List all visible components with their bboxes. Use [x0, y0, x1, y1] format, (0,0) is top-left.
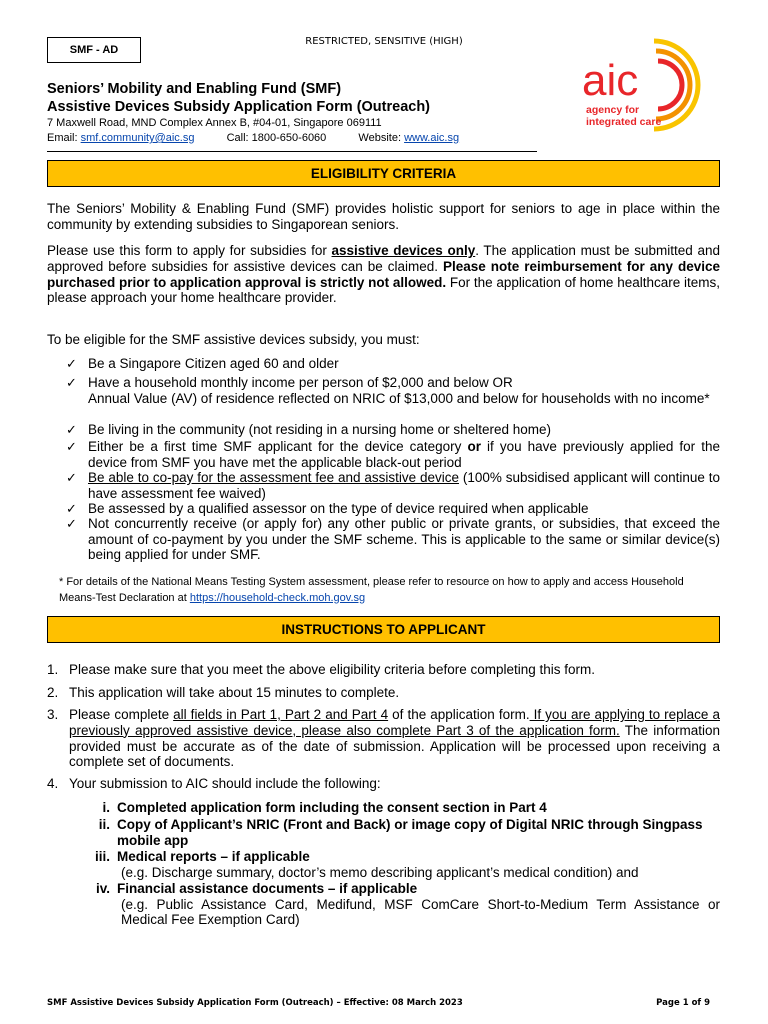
form-title-line-2: Assistive Devices Subsidy Application Form (Outreach) — [47, 99, 431, 115]
criteria-item: ✓ Either be a first time SMF applicant for the device category or if you have previously applied for the device from SMF you have met the applicable black-out period — [66, 439, 720, 470]
logo-tagline-1: agency for — [586, 104, 640, 116]
assistive-devices-only-emphasis: assistive devices only — [331, 243, 476, 258]
means-test-footnote: * For details of the National Means Testing System assessment, please refer to resource on how to apply and access Household Means-Test Declaration at https://household-check.moh.gov.sg — [59, 576, 684, 604]
criteria-item: ✓ Be a Singapore Citizen aged 60 and older — [66, 356, 339, 371]
email-link[interactable]: smf.community@aic.sg — [80, 132, 195, 144]
criteria-item: ✓ Be living in the community (not residing in a nursing home or sheltered home) — [66, 422, 551, 437]
submission-item: iii. Medical reports – if applicable (e.g. Discharge summary, doctor’s memo describing applicant’s medical condition) and — [94, 849, 639, 880]
check-icon: ✓ — [66, 356, 77, 371]
check-icon: ✓ — [66, 439, 77, 454]
logo-wordmark: aic — [582, 56, 639, 105]
check-icon: ✓ — [66, 375, 77, 390]
criteria-item: ✓ Have a household monthly income per person of $2,000 and below OR Annual Value (AV) of residence reflected on NRIC of $13,000 and below for households with no income* — [66, 375, 710, 406]
instructions-heading: INSTRUCTIONS TO APPLICANT — [47, 616, 720, 643]
check-icon: ✓ — [66, 516, 77, 531]
address: 7 Maxwell Road, MND Complex Annex B, #04-01, Singapore 069111 — [47, 117, 382, 129]
check-icon: ✓ — [66, 501, 77, 516]
website-link[interactable]: www.aic.sg — [404, 132, 460, 144]
household-check-link[interactable]: https://household-check.moh.gov.sg — [189, 591, 366, 604]
instruction-item: 3. Please complete all fields in Part 1, Part 2 and Part 4 of the application form. If you are applying to replace a previously approved assistive device, please also complete Part 3 of the application form. The information provided must be accurate as of the date of submission. Application will be processed upon receiving a complete set of documents. — [47, 707, 720, 770]
criteria-item: ✓ Not concurrently receive (or apply for) any other public or private grants, or subsidies, that exceed the amount of co-payment by you under the SMF scheme. This is applicable to the same or similar device(s) being applied for under SMF. — [66, 516, 720, 562]
logo-tagline-2: integrated care — [586, 116, 662, 128]
classification-label: RESTRICTED, SENSITIVE (HIGH) — [305, 36, 463, 47]
form-title-line-1: Seniors’ Mobility and Enabling Fund (SMF) — [47, 81, 342, 97]
header-divider — [47, 151, 537, 152]
instruction-item: 1. Please make sure that you meet the above eligibility criteria before completing this form. — [47, 662, 596, 677]
logo-arc-inner — [658, 61, 682, 109]
form-code-box: SMF - AD — [47, 37, 141, 63]
submission-item: ii. Copy of Applicant’s NRIC (Front and Back) or image copy of Digital NRIC through Singpass mobile app — [98, 817, 703, 848]
check-icon: ✓ — [66, 422, 77, 437]
eligibility-intro: The Seniors’ Mobility & Enabling Fund (SMF) provides holistic support for seniors to age in place within the community by extending subsidies to Singaporean seniors. — [47, 201, 720, 232]
submission-item: i. Completed application form including the consent section in Part 4 — [102, 800, 547, 815]
instruction-item: 2. This application will take about 15 minutes to complete. — [47, 685, 400, 700]
call-text: Call: 1800-650-6060 — [226, 132, 327, 144]
website-label: Website: — [358, 132, 402, 144]
instruction-item: 4. Your submission to AIC should include the following: — [47, 776, 381, 791]
page-number: Page 1 of 9 — [656, 998, 710, 1008]
eligibility-criteria-heading: ELIGIBILITY CRITERIA — [47, 160, 720, 187]
eligibility-paragraph-2: Please use this form to apply for subsidies for assistive devices only. The application must be submitted and approved before subsidies for assistive devices can be claimed. Please note reimbursement for any device purchased prior to application approval is strictly not allowed. For the application of home healthcare items, please approach your home healthcare provider. — [47, 243, 720, 306]
check-icon: ✓ — [66, 470, 77, 485]
contact-line — [47, 132, 459, 144]
footer-form-info: SMF Assistive Devices Subsidy Application Form (Outreach) – Effective: 08 March 2023 — [47, 998, 463, 1008]
reimbursement-warning: Please note reimbursement for any device purchased prior to application approval is strictly not allowed. — [47, 258, 720, 290]
criteria-item: ✓ Be assessed by a qualified assessor on the type of device required when applicable — [66, 501, 589, 516]
submission-item: iv. Financial assistance documents – if applicable (e.g. Public Assistance Card, Medifund, MSF ComCare Short-to-Medium Term Assistance or Medical Fee Exemption Card) — [95, 881, 720, 927]
eligibility-lead: To be eligible for the SMF assistive devices subsidy, you must: — [47, 332, 420, 347]
email-label: Email: — [47, 132, 78, 144]
criteria-item: ✓ Be able to co-pay for the assessment fee and assistive device (100% subsidised applicant will continue to have assessment fee waived) — [66, 470, 721, 501]
aic-logo — [576, 35, 716, 135]
